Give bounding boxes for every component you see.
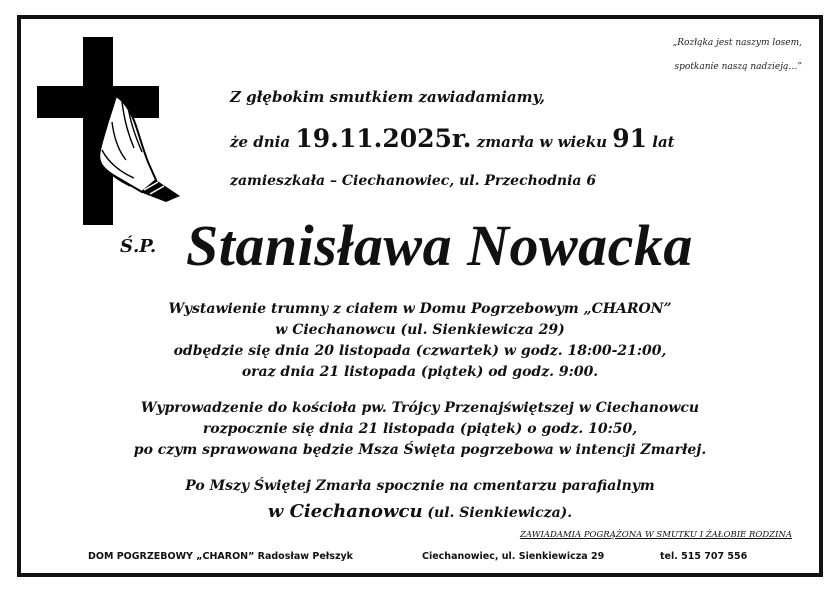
viewing-line: oraz dnia 21 listopada (piątek) od godz. 9:00. [241,364,599,380]
burial-line-2 [40,499,800,526]
sp-prefix: Ś.P. [120,236,157,257]
burial-line-1: Po Mszy Świętej Zmarła spocznie na cmentarzu parafialnym [185,478,655,494]
footer-phone: tel. 515 707 556 [660,551,748,562]
family-signoff: ZAWIADAMIA POGRĄŻONA W SMUTKU I ŻAŁOBIE RODZINA [520,530,792,540]
date-prefix: że dnia [230,133,296,151]
burial-paragraph [40,474,800,526]
viewing-line: w Ciechanowcu (ul. Sienkiewicza 29) [275,322,565,338]
procession-line: Wyprowadzenie do kościoła pw. Trójcy Przenajświętszej w Ciechanowcu [140,400,700,416]
footer-company: DOM POGRZEBOWY „CHARON” Radosław Pełszyk [88,551,353,562]
footer-address: Ciechanowiec, ul. Sienkiewicza 29 [422,551,605,562]
viewing-line: Wystawienie trumny z ciałem w Domu Pogrzebowym „CHARON” [168,301,672,317]
announcement-date-line [230,124,675,153]
announcement-intro: Z głębokim smutkiem zawiadamiamy, [230,88,545,106]
burial-city: Ciechanowcu [289,501,423,522]
viewing-line: odbędzie się dnia 20 listopada (czwartek) w godz. 18:00-21:00, [173,343,667,359]
deceased-name: Stanisława Nowacka [186,213,693,278]
age-suffix: lat [647,133,675,151]
burial-suffix: (ul. Sienkiewicza). [422,505,573,521]
burial-prefix: w [267,501,290,522]
procession-paragraph [40,398,800,461]
praying-hands-icon [82,92,186,202]
viewing-paragraph [40,299,800,383]
procession-line: rozpocznie się dnia 21 listopada (piątek) o godz. 10:50, [202,421,638,437]
motto-line-2: spotkanie naszą nadzieją…” [674,62,802,72]
motto-line-1: „Rozłąka jest naszym losem, [672,38,802,48]
age: 91 [612,124,648,153]
age-prefix: zmarła w wieku [471,133,613,151]
procession-line: po czym sprawowana będzie Msza Święta pogrzebowa w intencji Zmarłej. [133,442,707,458]
death-date: 19.11.2025r. [295,124,472,153]
residence: zamieszkała – Ciechanowiec, ul. Przechodnia 6 [230,173,597,189]
